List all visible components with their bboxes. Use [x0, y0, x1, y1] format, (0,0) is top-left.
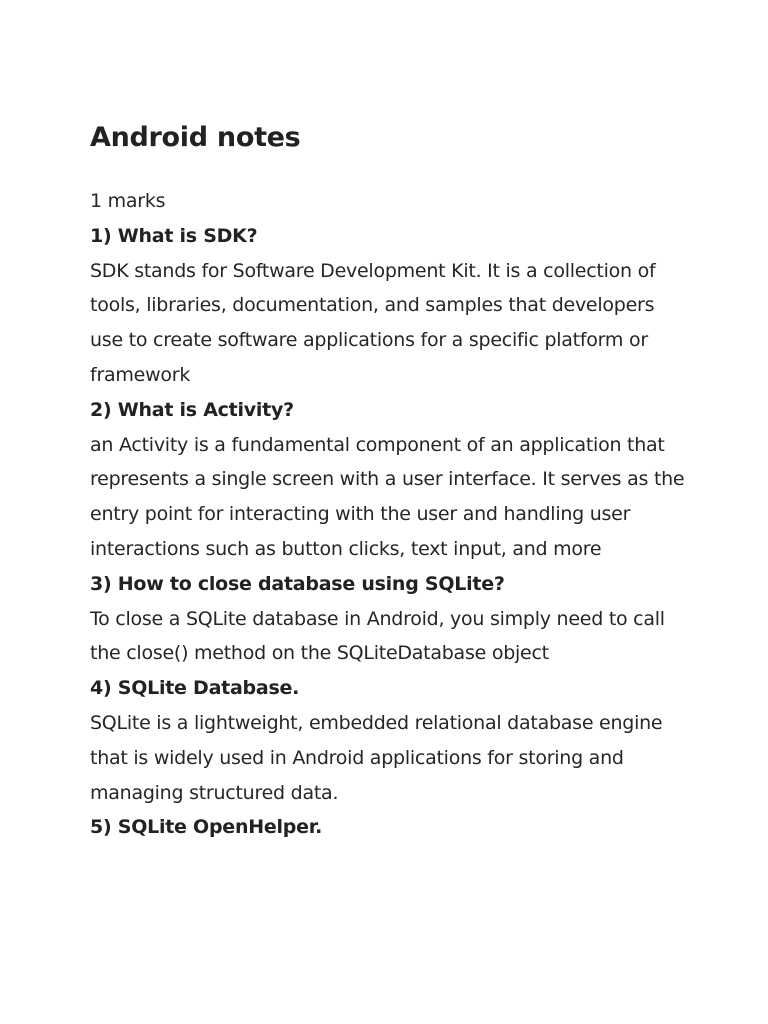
qa-item-2	[90, 393, 690, 567]
document-title: Android notes	[90, 122, 301, 153]
qa-item-3	[90, 567, 690, 671]
qa-item-5	[90, 810, 690, 845]
qa-item-1	[90, 219, 690, 393]
answer-1: SDK stands for Software Development Kit. It is a collection of tools, libraries, documentation, and samples that developers use to create software applications for a specific platform or framework	[90, 259, 656, 386]
question-1: 1) What is SDK?	[90, 224, 258, 247]
document-content	[90, 184, 690, 845]
question-2: 2) What is Activity?	[90, 398, 294, 421]
document-page	[90, 117, 690, 845]
answer-3: To close a SQLite database in Android, you simply need to call the close() method on the SQLiteDatabase object	[90, 607, 665, 665]
question-3: 3) How to close database using SQLite?	[90, 572, 505, 595]
question-4: 4) SQLite Database.	[90, 677, 300, 700]
qa-item-4	[90, 671, 690, 810]
question-5: 5) SQLite OpenHelper.	[90, 816, 323, 839]
answer-2: an Activity is a fundamental component of an application that represents a single screen with a user interface. It serves as the entry point for interacting with the user and handling user interactions such as button clicks, text input, and more	[90, 433, 685, 560]
marks-label: 1 marks	[90, 190, 166, 212]
answer-4: SQLite is a lightweight, embedded relational database engine that is widely used in Android applications for storing and managing structured data.	[90, 711, 663, 804]
